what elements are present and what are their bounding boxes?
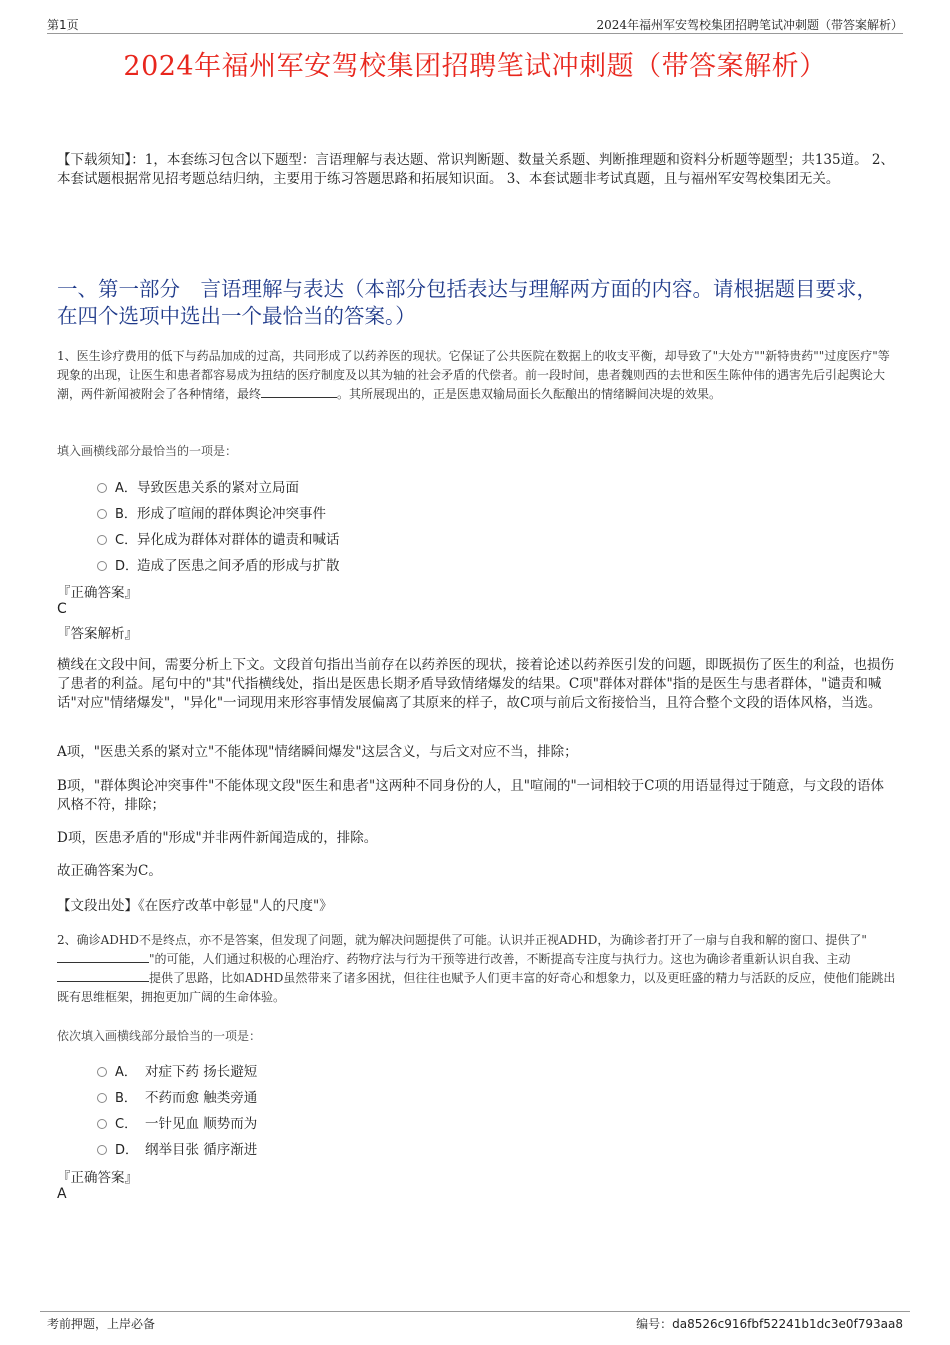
footer-code: 编号：da8526c916fbf52241b1dc3e0f793aa8 — [636, 1317, 903, 1331]
document-code: da8526c916fbf52241b1dc3e0f793aa8 — [672, 1317, 903, 1331]
analysis-paragraph: B项，"群体舆论冲突事件"不能体现文段"医生和患者"这两种不同身份的人，且"喧闹的"一词相较于C项的用语显得过于随意，与文段的语体风格不符，排除； — [57, 778, 885, 813]
option-d[interactable]: D． 造成了医患之间矛盾的形成与扩散 — [97, 551, 340, 577]
option-a[interactable]: A． 对症下药 扬长避短 — [97, 1057, 257, 1083]
blank-line — [57, 951, 149, 963]
blank-line — [57, 970, 149, 982]
answer-value: C — [57, 601, 67, 617]
question-2-stem: 2、确诊ADHD不是终点，亦不是答案，但发现了问题，就为解决问题提供了可能。认识并正视ADHD，为确诊者打开了一扇与自我和解的窗口、提供了""的可能，人们通过积极的心理治疗、药物疗法与行为干预等进行改善，不断提高专注度与执行力。这也为确诊者重新认识自我、主动提供了思路，比如ADHD虽然带来了诸多困扰，但往往也赋予人们更丰富的好奇心和想象力，以及更旺盛的精力与活跃的反应，使他们能跳出既有思维框架，拥抱更加广阔的生命体验。 — [57, 933, 896, 1004]
radio-icon[interactable] — [97, 1093, 107, 1103]
option-a[interactable]: A． 导致医患关系的紧对立局面 — [97, 473, 340, 499]
question-1-stem: 1、医生诊疗费用的低下与药品加成的过高，共同形成了以药养医的现状。它保证了公共医院在数据上的收支平衡，却导致了"大处方""新特贵药""过度医疗"等现象的出现，让医生和患者都容易成为扭结的医疗制度及以其为轴的社会矛盾的代偿者。前一段时间，患者魏则西的去世和医生陈仲伟的遇害先后引起舆论大潮，两件新闻被附会了各种情绪，最终 。其所展现出的，正是医患双输局面长久酝酿出的情绪瞬间决堤的效果。 — [57, 349, 890, 401]
page-header — [47, 14, 903, 34]
radio-icon[interactable] — [97, 1067, 107, 1077]
blank-line — [261, 386, 337, 398]
radio-icon[interactable] — [97, 509, 107, 519]
radio-icon[interactable] — [97, 1145, 107, 1155]
option-c[interactable]: C． 一针见血 顺势而为 — [97, 1109, 257, 1135]
radio-icon[interactable] — [97, 483, 107, 493]
radio-icon[interactable] — [97, 1119, 107, 1129]
analysis-paragraph: D项，医患矛盾的"形成"并非两件新闻造成的，排除。 — [57, 830, 378, 846]
download-notice: 【下载须知】：1，本套练习包含以下题型：言语理解与表达题、常识判断题、数量关系题、判断推理题和资料分析题等题型；共135道。 2、本套试题根据常见招考题总结归纳，主要用于练习答题思路和拓展知识面。 3、本套试题非考试真题，且与福州军安驾校集团无关。 — [57, 152, 894, 187]
question-2-options — [97, 1057, 257, 1161]
answer-value: A — [57, 1186, 67, 1202]
page-number: 第1页 — [47, 18, 79, 32]
radio-icon[interactable] — [97, 561, 107, 571]
analysis-paragraph: 横线在文段中间，需要分析上下文。文段首句指出当前存在以药养医的现状，接着论述以药养医引发的问题，即既损伤了医生的利益，也损伤了患者的利益。尾句中的"其"代指横线处，指出是医患长期矛盾导致情绪爆发的结果。C项"群体对群体"指的是医生与患者群体，"谴责和喊话"对应"情绪爆发"，"异化"一词现用来形容事情发展偏离了其原来的样子，故C项与前后文衔接恰当，且符合整个文段的语体风格，当选。 — [57, 657, 894, 711]
answer-label: 『正确答案』 — [57, 585, 138, 601]
option-b[interactable]: B． 形成了喧闹的群体舆论冲突事件 — [97, 499, 340, 525]
answer-label: 『正确答案』 — [57, 1170, 138, 1186]
header-doc-title: 2024年福州军安驾校集团招聘笔试冲刺题（带答案解析） — [596, 18, 903, 32]
question-1-options — [97, 473, 340, 577]
analysis-paragraph: A项，"医患关系的紧对立"不能体现"情绪瞬间爆发"这层含义，与后文对应不当，排除； — [57, 744, 578, 760]
document-title: 2024年福州军安驾校集团招聘笔试冲刺题（带答案解析） — [123, 51, 827, 82]
question-1-prompt: 填入画横线部分最恰当的一项是： — [57, 444, 238, 458]
question-2-prompt: 依次填入画横线部分最恰当的一项是： — [57, 1029, 262, 1043]
section-title: 一、第一部分 言语理解与表达（本部分包括表达与理解两方面的内容。请根据题目要求，在四个选项中选出一个最恰当的答案。） — [57, 277, 877, 328]
radio-icon[interactable] — [97, 535, 107, 545]
source-citation: 【文段出处】《在医疗改革中彰显"人的尺度"》 — [57, 898, 333, 914]
option-b[interactable]: B． 不药而愈 触类旁通 — [97, 1083, 257, 1109]
option-d[interactable]: D． 纲举目张 循序渐进 — [97, 1135, 257, 1161]
footer-divider — [40, 1311, 910, 1312]
analysis-label: 『答案解析』 — [57, 626, 138, 642]
footer-slogan: 考前押题，上岸必备 — [47, 1317, 156, 1331]
analysis-paragraph: 故正确答案为C。 — [57, 863, 162, 879]
option-c[interactable]: C． 异化成为群体对群体的谴责和喊话 — [97, 525, 340, 551]
